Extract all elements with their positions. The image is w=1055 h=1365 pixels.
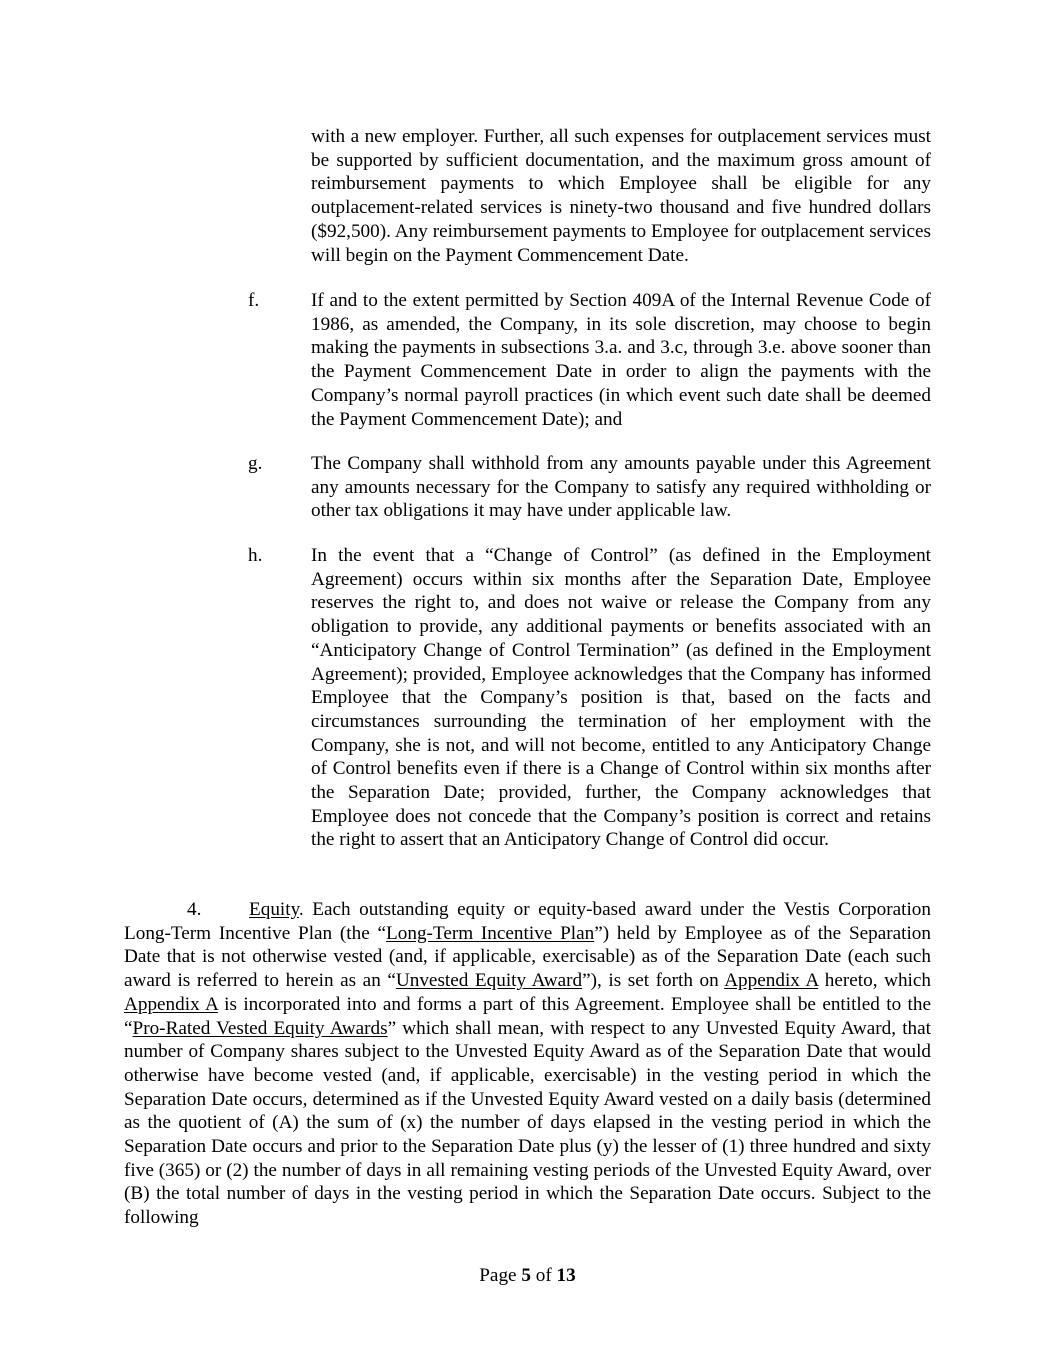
section-text: . Each outstanding equity or equity-based award under the Vestis Corporation Long-Term Incentive Plan (the “ [124, 899, 931, 944]
defined-term: Pro-Rated Vested Equity Awards [132, 1017, 388, 1039]
defined-term: Unvested Equity Award [395, 970, 583, 992]
current-page-number: 5 [521, 1265, 531, 1286]
section-number: 4. [187, 899, 202, 920]
subsection-h-letter: h. [248, 545, 263, 566]
subsection-g-letter: g. [248, 453, 263, 474]
section-text: ” which shall mean, with respect to any Unvested Equity Award, that number of Company shares subject to the Unvested Equity Award as of the Separation Date that would otherwise have become vested (and, if applicable, exercisable) in the vesting period in which the Separation Date occurs, determined as if the Unvested Equity Award vested on a daily basis (determined as the quotient of (A) the sum of (x) the number of days elapsed in the vesting period in which the Separation Date occurs and prior to the Separation Date plus (y) the lesser of (1) three hundred and sixty five (365) or (2) the number of days in all remaining vesting periods of the Unvested Equity Award, over (B) the total number of days in the vesting period in which the Separation Date occurs. Subject to the following [124, 1017, 931, 1229]
appendix-reference: Appendix A [124, 993, 218, 1015]
subsection-e-continuation: with a new employer. Further, all such expenses for outplacement services must be supported by sufficient documentation, and the maximum gross amount of reimbursement payments to which Employee shall be eligible for any outplacement-related services is ninety-two thousand and five hundred dollars ($92,500). Any reimbursement payments to Employee for outplacement services will begin on the Payment Commencement Date. [311, 126, 931, 266]
section-text: ”) held by Employee as of the Separation Date that is not otherwise vested (and, if applicable, exercisable) as of the Separation Date (each such award is referred to herein as an “ [124, 922, 931, 992]
section-heading: Equity [249, 899, 299, 920]
subsection-f-letter: f. [248, 290, 260, 311]
subsection-g-text: The Company shall withhold from any amounts payable under this Agreement any amounts necessary for the Company to satisfy any required withholding or other tax obligations it may have under applicable law. [311, 453, 931, 522]
section-text: hereto, which [818, 970, 931, 992]
page-of-label: of [535, 1265, 552, 1286]
total-page-count: 13 [556, 1265, 576, 1286]
page-footer [0, 1264, 1055, 1288]
section-text: ”), is set forth on [582, 970, 725, 992]
appendix-reference: Appendix A [724, 970, 819, 992]
section-text: is incorporated into and forms a part of this Agreement. Employee shall be entitled to the “ [124, 993, 931, 1039]
subsection-h-text: In the event that a “Change of Control” (as defined in the Employment Agreement) occurs within six months after the Separation Date, Employee reserves the right to, and does not waive or release the Company from any obligation to provide, any additional payments or benefits associated with an “Anticipatory Change of Control Termination” (as defined in the Employment Agreement); provided, Employee acknowledges that the Company has informed Employee that the Company’s position is that, based on the facts and circumstances surrounding the termination of her employment with the Company, she is not, and will not become, entitled to any Anticipatory Change of Control benefits even if there is a Change of Control within six months after the Separation Date; provided, further, the Company acknowledges that Employee does not concede that the Company’s position is correct and retains the right to assert that an Anticipatory Change of Control did occur. [311, 545, 931, 851]
page-label: Page [479, 1265, 517, 1286]
defined-term: Long-Term Incentive Plan [386, 922, 595, 944]
subsection-f-text: If and to the extent permitted by Section 409A of the Internal Revenue Code of 1986, as amended, the Company, in its sole discretion, may choose to begin making the payments in subsections 3.a. and 3.c, through 3.e. above sooner than the Payment Commencement Date in order to align the payments with the Company’s normal payroll practices (in which event such date shall be deemed the Payment Commencement Date); and [311, 290, 931, 430]
section-4-equity [124, 898, 931, 1230]
